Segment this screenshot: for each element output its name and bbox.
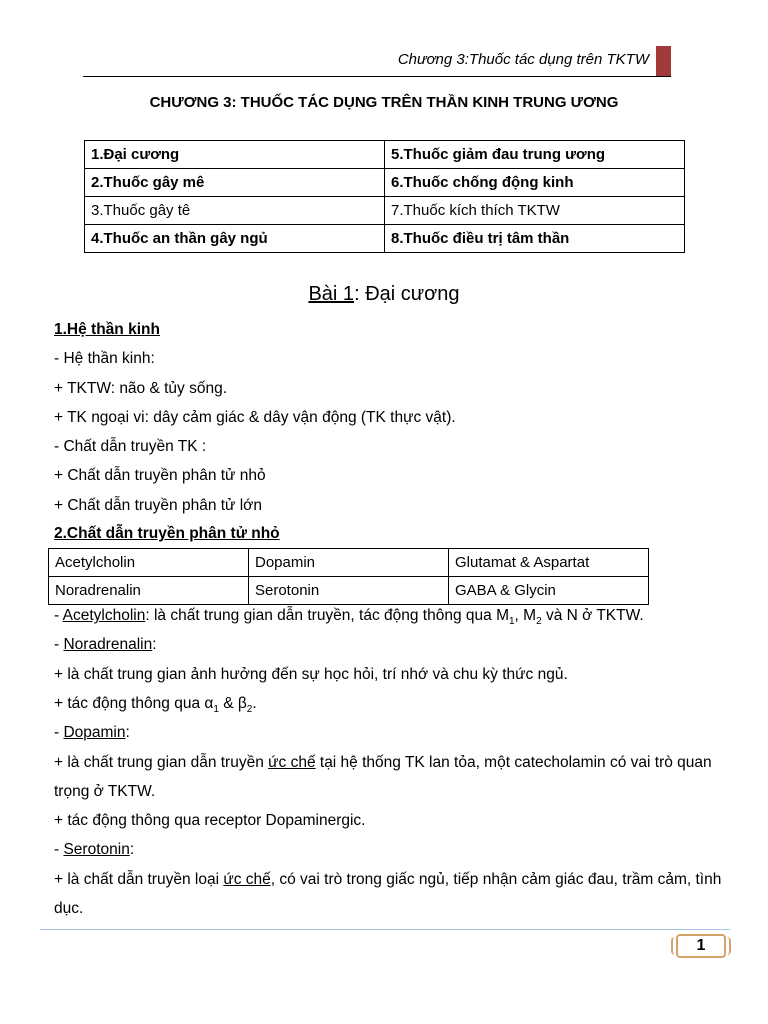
subscript: 1 xyxy=(508,616,515,628)
colon: : xyxy=(152,636,157,654)
term-inhibitory: ức chế, xyxy=(223,870,276,888)
table-cell: Glutamat & Aspartat xyxy=(449,549,649,577)
body-line: + TKTW: não & tủy sống. xyxy=(54,379,228,397)
dash: - xyxy=(54,636,64,654)
noradrenalin-receptors-line xyxy=(54,689,724,718)
noradrenalin-heading xyxy=(54,630,724,659)
document-body xyxy=(54,315,724,923)
body-line: + tác động thông qua receptor Dopaminergic. xyxy=(54,812,366,830)
table-row xyxy=(85,141,685,169)
table-cell: 7.Thuốc kích thích TKTW xyxy=(385,197,685,225)
text: . xyxy=(252,694,257,712)
table-cell: 1.Đại cương xyxy=(85,141,385,169)
text: , M xyxy=(514,607,537,625)
chapter-contents-table xyxy=(84,140,685,253)
section-heading xyxy=(54,520,724,548)
table-row xyxy=(85,169,685,197)
page-number: 1 xyxy=(676,934,726,958)
body-line: - Chất dẫn truyền TK : xyxy=(54,438,207,456)
text: : là chất trung gian dẫn truyền, tác động thông qua M xyxy=(145,607,509,625)
dash: - xyxy=(54,724,64,742)
neurotransmitter-table xyxy=(48,548,649,605)
lesson-name: Đại cương xyxy=(365,283,460,305)
table-cell: Acetylcholin xyxy=(49,549,249,577)
dash: - xyxy=(54,607,63,625)
colon: : xyxy=(125,724,130,742)
chapter-title: CHƯƠNG 3: THUỐC TÁC DỤNG TRÊN THẦN KINH TRUNG ƯƠNG xyxy=(149,94,619,111)
table-row xyxy=(85,225,685,253)
body-line: + là chất trung gian ảnh hưởng đến sự học hỏi, trí nhớ và chu kỳ thức ngủ. xyxy=(54,665,568,683)
subscript: 2 xyxy=(246,704,253,716)
section-1-heading: 1.Hệ thần kinh xyxy=(54,321,160,338)
dash: - xyxy=(54,841,64,859)
table-cell: 8.Thuốc điều trị tâm thần xyxy=(385,225,685,253)
dopamin-heading xyxy=(54,718,724,747)
lesson-title xyxy=(0,283,768,306)
term-acetylcholin: Acetylcholin xyxy=(62,607,146,625)
table-cell: GABA & Glycin xyxy=(449,577,649,605)
table-cell: Noradrenalin xyxy=(49,577,249,605)
lesson-separator: : xyxy=(354,283,366,305)
section-2-heading: 2.Chất dẫn truyền phân tử nhỏ xyxy=(54,525,280,543)
text: & β xyxy=(218,694,247,712)
table-row xyxy=(49,549,649,577)
table-cell: 2.Thuốc gây mê xyxy=(85,169,385,197)
body-line: - Hệ thần kinh: xyxy=(54,350,155,368)
text: và N ở TKTW. xyxy=(541,607,644,625)
body-line: + Chất dẫn truyền phân tử lớn xyxy=(54,496,262,514)
page-header xyxy=(83,46,671,77)
text: có vai trò trong giấc ngủ, tiếp nhận cảm giác đau, trầm cảm, tình dục. xyxy=(54,870,722,918)
subscript: 1 xyxy=(213,704,219,716)
term-inhibitory: ức chế xyxy=(268,753,316,771)
acetylcholin-line xyxy=(54,601,724,630)
dopamin-description xyxy=(54,748,724,807)
footer-divider xyxy=(40,929,730,930)
running-title: Chương 3:Thuốc tác dụng trên TKTW xyxy=(397,51,649,68)
text: + tác động thông qua α xyxy=(54,694,214,712)
serotonin-description xyxy=(54,865,724,924)
table-cell: Serotonin xyxy=(249,577,449,605)
body-line: + TK ngoại vi: dây cảm giác & dây vận động (TK thực vật). xyxy=(54,408,456,426)
text: tại hệ thống TK lan tỏa, một catecholamin có vai trò quan trọng ở TKTW. xyxy=(54,753,712,800)
table-cell: 3.Thuốc gây tê xyxy=(85,197,385,225)
term-noradrenalin: Noradrenalin xyxy=(63,636,153,654)
table-cell: Dopamin xyxy=(249,549,449,577)
section-heading xyxy=(54,315,724,344)
term-serotonin: Serotonin xyxy=(63,841,130,859)
body-line: + Chất dẫn truyền phân tử nhỏ xyxy=(54,467,266,485)
colon: : xyxy=(129,841,135,859)
table-cell: 4.Thuốc an thần gây ngủ xyxy=(85,225,385,253)
text: + là chất dẫn truyền loại xyxy=(54,870,224,888)
header-accent-tab xyxy=(656,46,671,76)
serotonin-heading xyxy=(54,835,724,864)
subscript: 2 xyxy=(536,616,542,628)
text: + là chất trung gian dẫn truyền xyxy=(54,753,269,771)
table-cell: 6.Thuốc chống động kinh xyxy=(385,169,685,197)
term-dopamin: Dopamin xyxy=(63,724,126,742)
lesson-number: Bài 1 xyxy=(308,283,355,305)
table-cell: 5.Thuốc giảm đau trung ương xyxy=(385,141,685,169)
table-row xyxy=(85,197,685,225)
